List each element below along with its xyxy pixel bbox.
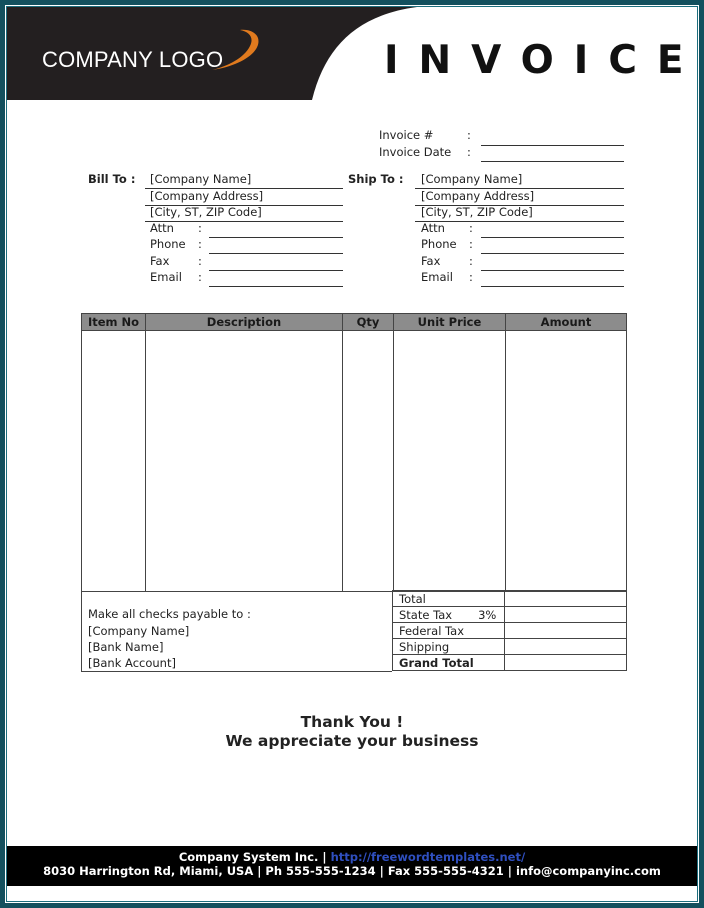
totals-row-state-tax [393,607,627,623]
federal-tax-label: Federal Tax [393,623,505,639]
totals-row-shipping [393,639,627,655]
bill-to-phone-field[interactable] [209,253,343,254]
colon: : [198,221,202,235]
state-tax-label: State Tax [399,607,453,622]
items-table [81,313,627,592]
footer-contact: 8030 Harrington Rd, Miami, USA | Ph 555-555-1234 | Fax 555-555-4321 | info@companyinc.com [43,864,661,878]
colon: : [467,128,471,142]
bill-to-attn-field[interactable] [209,237,343,238]
federal-tax-value[interactable] [505,623,627,639]
colon: : [198,270,202,284]
shipping-value[interactable] [505,639,627,655]
divider [145,221,343,222]
items-table-header [82,314,627,331]
header-description: Description [146,314,343,331]
colon: : [469,254,473,268]
thanks-line: Thank You ! [300,713,404,731]
invoice-number-label: Invoice # [379,128,434,142]
state-tax-cell [393,607,505,623]
grand-total-label: Grand Total [393,655,505,671]
bill-to-phone-label: Phone [150,237,186,251]
ship-to-email-label: Email [421,270,453,284]
bill-to-email-field[interactable] [209,286,343,287]
header-unit-price: Unit Price [394,314,506,331]
total-value[interactable] [505,591,627,607]
totals-row-total [393,591,627,607]
state-tax-value[interactable] [505,607,627,623]
bill-to-fax-field[interactable] [209,270,343,271]
appreciation-line: We appreciate your business [225,732,479,750]
payment-bank-name: [Bank Name] [88,640,164,654]
ship-to-phone-label: Phone [421,237,457,251]
total-label: Total [393,591,505,607]
header-qty: Qty [343,314,394,331]
bill-to-label: Bill To : [88,172,136,186]
payment-company-name: [Company Name] [88,624,190,638]
bill-to-company-address: [Company Address] [150,189,264,203]
ship-to-company-address: [Company Address] [421,189,535,203]
colon: : [198,237,202,251]
ship-to-company-name: [Company Name] [421,172,523,186]
divider [415,221,624,222]
ship-to-fax-label: Fax [421,254,441,268]
colon: : [469,270,473,284]
payment-instruction: Make all checks payable to : [88,607,251,621]
amount-cell[interactable] [506,331,627,592]
invoice-date-field[interactable] [481,161,624,162]
qty-cell[interactable] [343,331,394,592]
state-tax-rate: 3% [478,607,497,622]
totals-table [392,590,627,671]
invoice-title: INVOICE [384,38,704,83]
footer-bar [7,846,697,886]
ship-to-city-state-zip: [City, ST, ZIP Code] [421,205,533,219]
shipping-label: Shipping [393,639,505,655]
item-no-cell[interactable] [82,331,146,592]
bill-to-fax-label: Fax [150,254,170,268]
totals-row-grand-total [393,655,627,671]
bill-to-city-state-zip: [City, ST, ZIP Code] [150,205,262,219]
invoice-date-label: Invoice Date [379,145,452,159]
header-amount: Amount [506,314,627,331]
footer-line-1 [7,850,697,864]
ship-to-email-field[interactable] [481,286,624,287]
ship-to-fax-field[interactable] [481,270,624,271]
company-logo-text: COMPANY LOGO [42,47,224,72]
colon: : [469,237,473,251]
ship-to-attn-field[interactable] [481,237,624,238]
payment-bank-account: [Bank Account] [88,656,176,670]
ship-to-phone-field[interactable] [481,253,624,254]
colon: : [198,254,202,268]
bill-to-company-name: [Company Name] [150,172,252,186]
table-row [82,331,627,592]
ship-to-attn-label: Attn [421,221,445,235]
totals-row-federal-tax [393,623,627,639]
bill-to-attn-label: Attn [150,221,174,235]
bill-to-email-label: Email [150,270,182,284]
footer-company: Company System Inc. | [178,850,327,864]
grand-total-value[interactable] [505,655,627,671]
unit-price-cell[interactable] [394,331,506,592]
description-cell[interactable] [146,331,343,592]
header-item-no: Item No [82,314,146,331]
invoice-number-field[interactable] [481,145,624,146]
ship-to-label: Ship To : [348,172,404,186]
footer-url-link[interactable]: http://freewordtemplates.net/ [330,850,526,864]
colon: : [467,145,471,159]
colon: : [469,221,473,235]
